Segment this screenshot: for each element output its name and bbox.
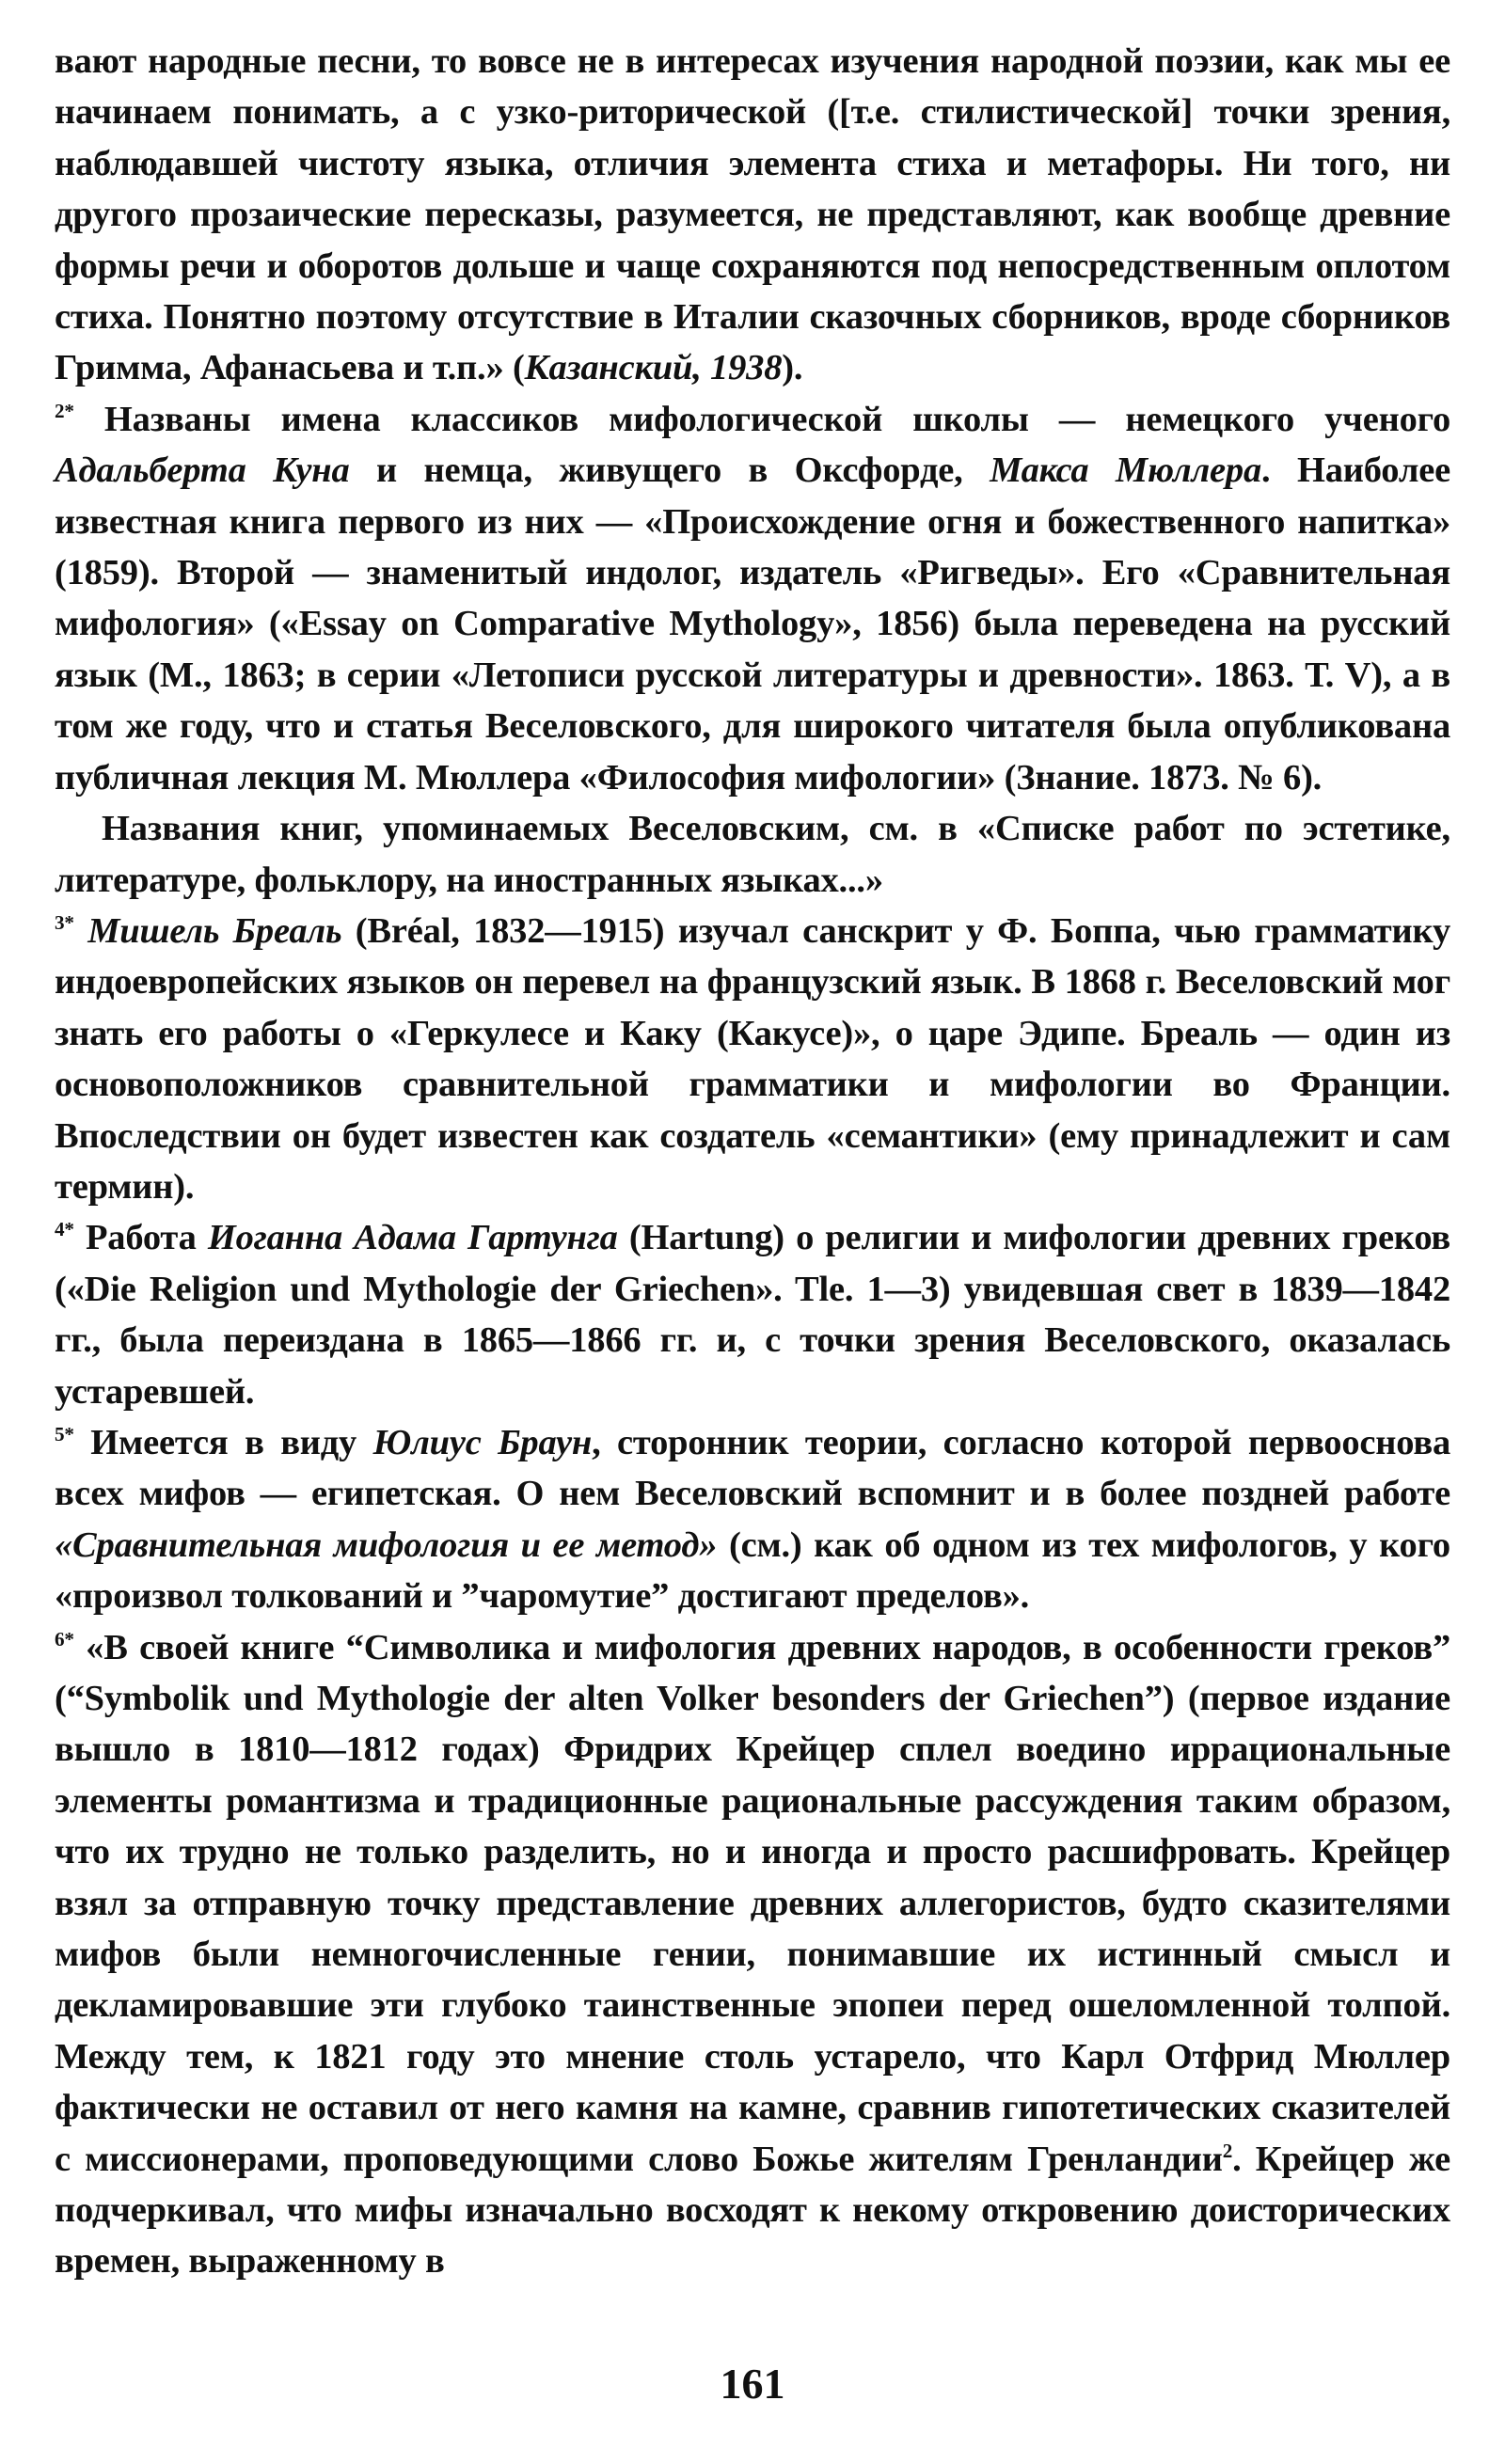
text-run: , сторонник теории, согласно которой первооснова всех мифов — египетская. О нем Веселовский вспомнит и в более поздней работе: [55, 1422, 1450, 1514]
text-run: [74, 911, 87, 951]
text-run: Имеется в виду: [73, 1422, 373, 1462]
italic-text: Казанский, 1938: [524, 348, 783, 388]
italic-text: Юлиус Браун: [372, 1422, 593, 1462]
footnote-marker: 2*: [55, 400, 74, 423]
paragraph-p4: [55, 1212, 1450, 1417]
text-run: . Крейцер же подчеркивал, что мифы изначально восходят к некому откровению доисторических времен, выраженному в: [55, 2139, 1450, 2282]
text-run: «В своей книге “Символика и мифология древних народов, в особенности греков” (“Symbolik und Mythologie der alten Volker besonders der Griechen”) (первое издание вышло в 1810—1812 годах) Фридрих Крейцер сплел воедино иррациональные элементы романтизма и традиционные рациональные рассуждения таким образом, что их трудно не только разделить, но и иногда и просто расшифровать. Крейцер взял за отправную точку представление древних аллегористов, будто сказителями мифов были немногочисленные гении, понимавшие их истинный смысл и декламировавшие эти глубоко таинственные эпопеи перед ошеломленной толпой. Между тем, к 1821 году это мнение столь устарело, что Карл Отфрид Мюллер фактически не оставил от него камня на камне, сравнив гипотетических сказителей с миссионерами, проповедующими слово Божье жителям Гренландии: [55, 1627, 1450, 2179]
paragraph-p5: [55, 1417, 1450, 1622]
text-run: и немца, живущего в Оксфорде,: [349, 450, 990, 491]
paragraph-p1: [55, 394, 1450, 803]
text-run: Названы имена классиков мифологической школы — немецкого ученого: [73, 399, 1450, 439]
text-run: вают народные песни, то вовсе не в интересах изучения народной поэзии, как мы ее начинаем понимать, а с узко-риторической ([т.е. стилистической] точки зрения, наблюдавшей чистоту языка, отличия элемента стиха и метафоры. Ни того, ни другого прозаические пересказы, разумеется, не представляют, как вообще древние формы речи и оборотов дольше и чаще сохраняются под непосредственным оплотом стиха. Понятно поэтому отсутствие в Италии сказочных сборников, вроде сборников Гримма, Афанасьева и т.п.» (: [55, 41, 1450, 388]
italic-text: Макса Мюллера: [990, 450, 1262, 491]
paragraph-p3: [55, 906, 1450, 1212]
text-run: Названия книг, упоминаемых Веселовским, см. в «Списке работ по эстетике, литературе, фольклору, на иностранных языках...»: [55, 809, 1450, 900]
italic-text: Иоганна Адама Гартунга: [207, 1218, 618, 1258]
italic-text: Адальберта Куна: [55, 450, 350, 491]
footnote-marker: 6*: [55, 1627, 74, 1651]
page-text-body: [55, 36, 1450, 2428]
italic-text: Мишель Бреаль: [87, 910, 342, 951]
footnote-marker: 5*: [55, 1423, 74, 1446]
footnote-marker: 3*: [55, 911, 74, 935]
paragraph-p2: [55, 803, 1450, 906]
footnote-marker: 4*: [55, 1218, 74, 1241]
paragraph-p6: [55, 1622, 1450, 2287]
text-run: (см.) как об одном из тех мифологов, у кого «произвол толкований и ”чаромутие” достигают пределов».: [55, 1524, 1450, 1617]
paragraph-p0: [55, 36, 1450, 394]
italic-text: «Сравнительная мифология и ее метод»: [55, 1524, 718, 1565]
text-run: . Наиболее известная книга первого из них — «Происхождение огня и божественного напитка» (1859). Второй — знаменитый индолог, издатель «Ригведы». Его «Сравнительная мифология» («Essay on Comparative Mythology», 1856) была переведена на русский язык (М., 1863; в серии «Летописи русской литературы и древности». 1863. Т. V), а в том же году, что и статья Веселовского, для широкого читателя была опубликована публичная лекция М. Мюллера «Философия мифологии» (Знание. 1873. № 6).: [55, 450, 1450, 798]
text-run: Работа: [73, 1218, 208, 1258]
footnote-marker: 2: [1222, 2139, 1233, 2162]
text-run: (Hartung) о религии и мифологии древних греков («Die Religion und Mythologie der Griechen». Tle. 1—3) увидевшая свет в 1839—1842 гг., была переиздана в 1865—1866 гг. и, с точки зрения Веселовского, оказалась устаревшей.: [55, 1218, 1450, 1412]
text-run: (Bréal, 1832—1915) изучал санскрит у Ф. Боппа, чью грамматику индоевропейских языков он перевел на французский язык. В 1868 г. Веселовский мог знать его работы о «Геркулесе и Каку (Какусе)», о царе Эдипе. Бреаль — один из основоположников сравнительной грамматики и мифологии во Франции. Впоследствии он будет известен как создатель «семантики» (ему принадлежит и сам термин).: [55, 910, 1450, 1207]
page-number: 161: [720, 2360, 785, 2408]
text-run: ).: [782, 348, 803, 388]
